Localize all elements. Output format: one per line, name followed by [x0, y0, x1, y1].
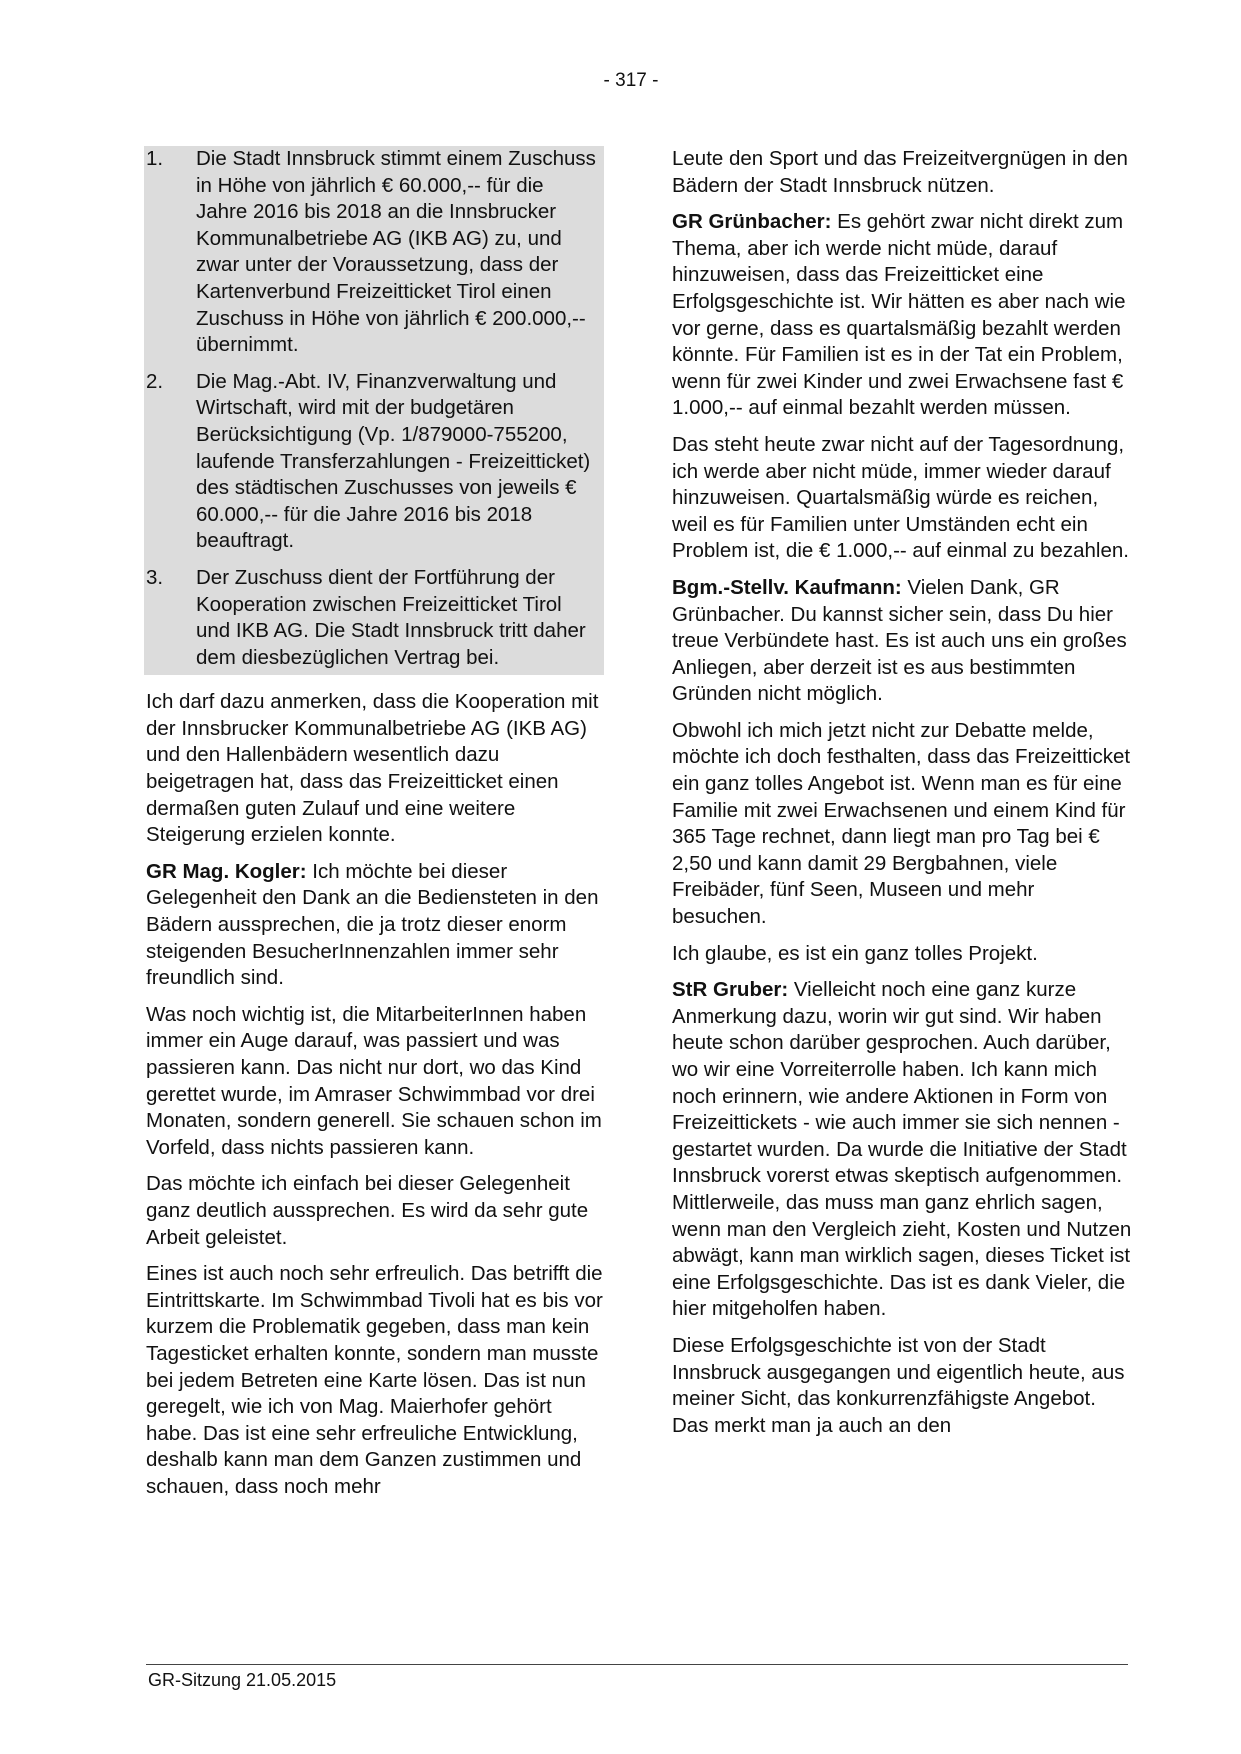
paragraph	[672, 1333, 1132, 1439]
paragraph-text: Das möchte ich einfach bei dieser Gelegenheit ganz deutlich aussprechen. Es wird da sehr gute Arbeit geleistet.	[146, 1172, 589, 1249]
left-column	[146, 146, 606, 1511]
paragraph-text: Ich glaube, es ist ein ganz tolles Projekt.	[672, 941, 1038, 965]
paragraph	[672, 575, 1132, 708]
paragraph	[672, 432, 1132, 565]
right-column	[672, 146, 1132, 1449]
paragraph-text: Das steht heute zwar nicht auf der Tagesordnung, ich werde aber nicht müde, immer wieder darauf hinzuweisen. Quartalsmäßig würde es reichen, weil es für Familien unter Umständen echt ein Problem ist, die € 1.000,-- auf einmal zu bezahlen.	[672, 432, 1129, 563]
paragraph	[672, 977, 1132, 1323]
paragraph	[146, 1171, 606, 1251]
paragraph	[146, 1002, 606, 1162]
paragraph	[672, 718, 1132, 931]
resolution-item-number: 3.	[146, 565, 164, 589]
resolution-item-text: Die Stadt Innsbruck stimmt einem Zuschuss in Höhe von jährlich € 60.000,-- für die Jahre 2016 bis 2018 an die Innsbrucker Kommunalbetriebe AG (IKB AG) zu, und zwar unter der Voraussetzung, dass der Kartenverbund Freizeitticket Tirol einen Zuschuss in Höhe von jährlich € 200.000,-- übernimmt.	[196, 147, 596, 357]
resolution-item	[146, 565, 600, 671]
paragraph-text: Obwohl ich mich jetzt nicht zur Debatte melde, möchte ich doch festhalten, dass das Freizeitticket ein ganz tolles Angebot ist. Wenn man es für eine Familie mit zwei Erwachsenen und einem Kind für 365 Tage rechnet, dann liegt man pro Tag bei € 2,50 und kann damit 29 Bergbahnen, viele Freibäder, fünf Seen, Museen und mehr besuchen.	[672, 718, 1131, 929]
paragraph-text: Leute den Sport und das Freizeitvergnügen in den Bädern der Stadt Innsbruck nützen.	[672, 147, 1128, 197]
speaker-name: GR Grünbacher:	[672, 210, 832, 234]
speaker-name: Bgm.-Stellv. Kaufmann:	[672, 575, 902, 599]
speaker-name: GR Mag. Kogler:	[146, 859, 307, 883]
paragraph-text: Ich möchte bei dieser Gelegenheit den Dank an die Bediensteten in den Bädern aussprechen, die ja trotz dieser enorm steigenden BesucherInnenzahlen immer sehr freundlich sind.	[146, 859, 599, 990]
resolution-box	[144, 146, 604, 675]
resolution-item-text: Die Mag.-Abt. IV, Finanzverwaltung und Wirtschaft, wird mit der budgetären Berücksichtigung (Vp. 1/879000-755200, laufende Transferzahlungen - Freizeitticket) des städtischen Zuschusses von jeweils € 60.000,-- für die Jahre 2016 bis 2018 beauftragt.	[196, 369, 591, 553]
resolution-item-number: 2.	[146, 369, 164, 393]
speaker-name: StR Gruber:	[672, 978, 789, 1002]
resolution-item	[146, 369, 600, 555]
paragraph	[672, 941, 1132, 968]
paragraph-text: Es gehört zwar nicht direkt zum Thema, aber ich werde nicht müde, darauf hinzuweisen, dass das Freizeitticket eine Erfolgsgeschichte ist. Wir hätten es aber nach wie vor gerne, dass es quartalsmäßig bezahlt werden könnte. Für Familien ist es in der Tat ein Problem, wenn für zwei Kinder und zwei Erwachsene fast € 1.000,-- auf einmal bezahlt werden müssen.	[672, 210, 1126, 420]
paragraph-text: Ich darf dazu anmerken, dass die Kooperation mit der Innsbrucker Kommunalbetriebe AG (IKB AG) und den Hallenbädern wesentlich dazu beigetragen hat, dass das Freizeitticket einen dermaßen guten Zulauf und eine weitere Steigerung erzielen konnte.	[146, 690, 599, 847]
resolution-item-text: Der Zuschuss dient der Fortführung der Kooperation zwischen Freizeitticket Tirol und IKB AG. Die Stadt Innsbruck tritt daher dem diesbezüglichen Vertrag bei.	[196, 565, 586, 669]
paragraph-text: Was noch wichtig ist, die MitarbeiterInnen haben immer ein Auge darauf, was passiert und was passieren kann. Das nicht nur dort, wo das Kind gerettet wurde, im Amraser Schwimmbad vor drei Monaten, sondern generell. Sie schauen schon im Vorfeld, dass nichts passieren kann.	[146, 1002, 602, 1159]
paragraph	[146, 689, 606, 849]
paragraph-text: Vielleicht noch eine ganz kurze Anmerkung dazu, worin wir gut sind. Wir haben heute schon darüber gesprochen. Auch darüber, wo wir eine Vorreiterrolle haben. Ich kann mich noch erinnern, wie andere Aktionen in Form von Freizeittickets - wie auch immer sie sich nennen - gestartet wurden. Da wurde die Initiative der Stadt Innsbruck vorerst etwas skeptisch aufgenommen. Mittlerweile, das muss man ganz ehrlich sagen, wenn man den Vergleich zieht, Kosten und Nutzen abwägt, kann man wirklich sagen, dieses Ticket ist eine Erfolgsgeschichte. Das ist es dank Vieler, die hier mitgeholfen haben.	[672, 978, 1132, 1321]
footer-text: GR-Sitzung 21.05.2015	[148, 1670, 337, 1690]
paragraph	[146, 859, 606, 992]
paragraph-text: Eines ist auch noch sehr erfreulich. Das betrifft die Eintrittskarte. Im Schwimmbad Tivoli hat es bis vor kurzem die Problematik gegeben, dass man kein Tagesticket erhalten konnte, sondern man musste bei jedem Betreten eine Karte lösen. Das ist nun geregelt, wie ich von Mag. Maierhofer gehört habe. Das ist eine sehr erfreuliche Entwicklung, deshalb kann man dem Ganzen zustimmen und schauen, dass noch mehr	[146, 1262, 603, 1498]
paragraph	[672, 209, 1132, 422]
page-number: - 317 -	[603, 70, 659, 91]
resolution-item	[146, 146, 600, 359]
paragraph	[672, 146, 1132, 199]
paragraph-text: Vielen Dank, GR Grünbacher. Du kannst sicher sein, dass Du hier treue Verbündete hast. Es ist auch uns ein großes Anliegen, aber derzeit ist es aus bestimmten Gründen nicht möglich.	[672, 575, 1127, 706]
paragraph-text: Diese Erfolgsgeschichte ist von der Stadt Innsbruck ausgegangen und eigentlich heute, aus meiner Sicht, das konkurrenzfähigste Angebot. Das merkt man ja auch an den	[672, 1333, 1125, 1437]
paragraph	[146, 1261, 606, 1500]
footer-divider	[146, 1664, 1128, 1665]
resolution-item-number: 1.	[146, 147, 164, 170]
